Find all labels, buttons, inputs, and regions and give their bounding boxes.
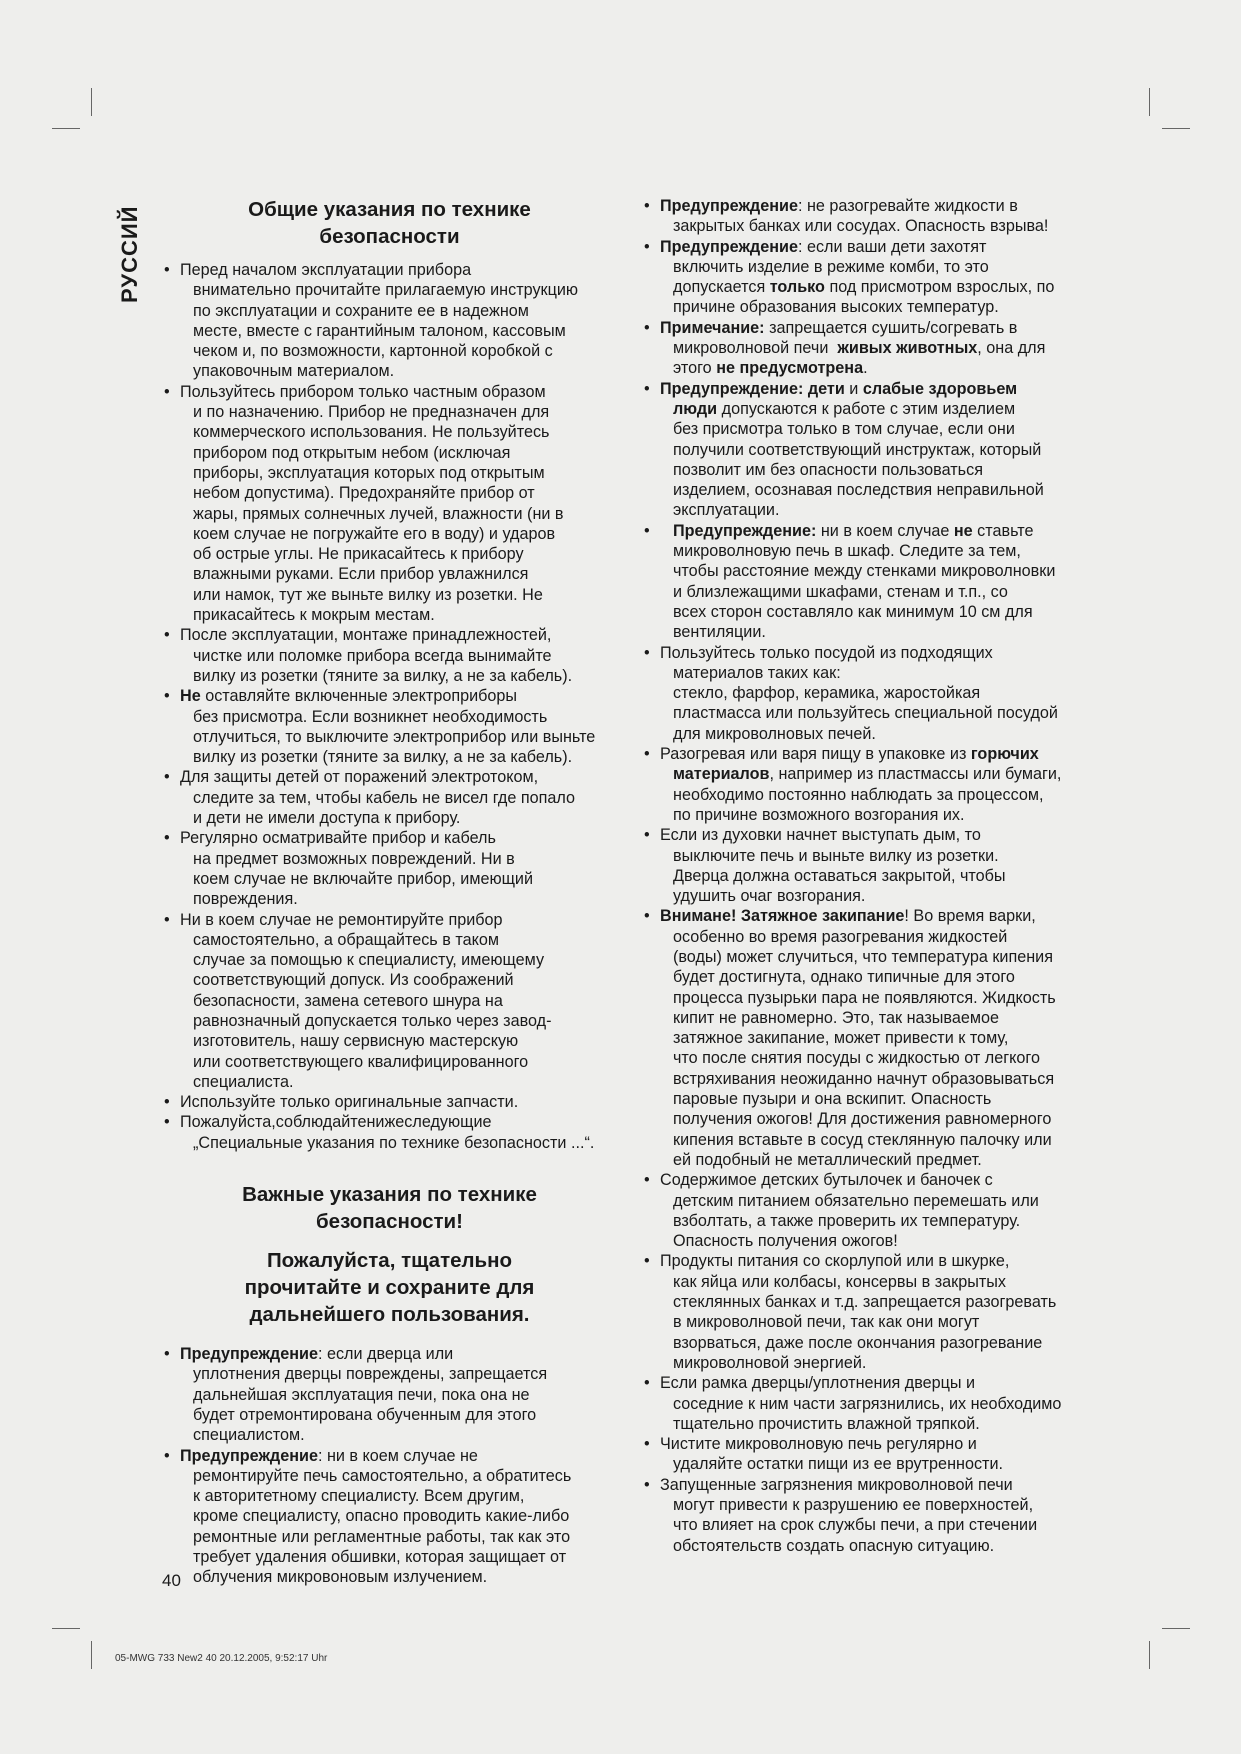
crop-mark (91, 88, 92, 116)
list-item: • Пожалуйста,соблюдайтенижеследующие „Специальные указания по технике безопасности ...“. (162, 1112, 617, 1153)
microwave-safety-list (642, 196, 1094, 1556)
crop-mark (91, 1641, 92, 1669)
crop-mark (1162, 128, 1190, 129)
list-item: • Предупреждение: не разогревайте жидкости в закрытых банках или сосудах. Опасность взрыва! (642, 196, 1094, 237)
list-item: • Регулярно осматривайте прибор и кабель на предмет возможных повреждений. Ни в коем случае не включайте прибор, имеющий повреждения. (162, 828, 617, 909)
list-item: • Пользуйтесь прибором только частным образом и по назначению. Прибор не предназначен для коммерческого использования. Не пользуйтесь прибором под открытым небом (исключая приборы, эксплуатация которых под открытым небом допустима). Предохраняйте прибор от жары, прямых солнечных лучей, влажности (ни в коем случае не погружайте его в воду) и ударов об острые углы. Не прикасайтесь к прибору влажными руками. Если прибор увлажнился или намок, тут же выньте вилку из розетки. Не прикасайтесь к мокрым местам. (162, 382, 617, 626)
list-item: • Запущенные загрязнения микроволновой печи могут привести к разрушению ее поверхностей, что влияет на срок службы печи, а при стечении обстоятельств создать опасную ситуацию. (642, 1475, 1094, 1556)
crop-mark (1149, 1641, 1150, 1669)
crop-mark (52, 128, 80, 129)
right-column (642, 196, 1094, 1556)
list-item: • Предупреждение: дети и слабые здоровьем люди допускаются к работе с этим изделием без присмотра только в том случае, если они получили соответствующий инструктаж, который позволит им без опасности пользоваться изделием, осознавая последствия неправильной эксплуатации. (642, 379, 1094, 521)
print-footer: 05-MWG 733 New2 40 20.12.2005, 9:52:17 Uhr (115, 1653, 328, 1664)
list-item: • Пользуйтесь только посудой из подходящих материалов таких как: стекло, фарфор, керамика, жаростойкая пластмасса или пользуйтесь специальной посудой для микроволновых печей. (642, 643, 1094, 744)
list-item: • Чистите микроволновую печь регулярно и удаляйте остатки пищи из ее врутренности. (642, 1434, 1094, 1475)
list-item: • Содержимое детских бутылочек и баночек с детским питанием обязательно перемешать или взболтать, а также проверить их температуру. Опасность получения ожогов! (642, 1170, 1094, 1251)
crop-mark (1149, 88, 1150, 116)
list-item: • Для защиты детей от поражений электротоком, следите за тем, чтобы кабель не висел где попало и дети не имели доступа к прибору. (162, 767, 617, 828)
list-item: • Примечание: запрещается сушить/согревать в микроволновой печи живых животных, она для этого не предусмотрена. (642, 318, 1094, 379)
section-title-important: Важные указания по технике безопасности! (242, 1183, 537, 1234)
crop-mark (1162, 1628, 1190, 1629)
list-item: • Внимане! Затяжное закипание! Во время варки, особенно во время разогревания жидкостей (воды) может случиться, что температура кипения будет достигнута, однако типичные для этого процесса пузырьки пара не появляются. Жидкость кипит не равномерно. Это, так называемое затяжное закипание, может привести к тому, что после снятия посуды с жидкостью от легкого встряхивания неожиданно начнут образовываться паровые пузыри и она вскипит. Опасность получения ожогов! Для достижения равномерного кипения вставьте в сосуд стеклянную палочку или ей подобный не металлический предмет. (642, 906, 1094, 1170)
list-item: • Предупреждение: ни в коем случае не ремонтируйте печь самостоятельно, а обратитесь к авторитетному специалисту. Всем другим, кроме специалисту, опасно проводить какие-либо ремонтные или регламентные работы, так как это требует удаления обшивки, которая защищает от облучения микровоновым излучением. (162, 1446, 617, 1588)
general-safety-list (162, 260, 617, 1153)
list-item: • После эксплуатации, монтаже принадлежностей, чистке или поломке прибора всегда вынимайте вилку из розетки (тяните за вилку, а не за кабель). (162, 625, 617, 686)
list-item: • Используйте только оригинальные запчасти. (162, 1092, 617, 1112)
list-item: • Если рамка дверцы/уплотнения дверцы и соседние к ним части загрязнились, их необходимо тщательно прочистить влажной тряпкой. (642, 1373, 1094, 1434)
list-item: • Не оставляйте включенные электроприборы без присмотра. Если возникнет необходимость отлучиться, то выключите электроприбор или выньте вилку из розетки (тяните за вилку, а не за кабель). (162, 686, 617, 767)
list-item: • Разогревая или варя пищу в упаковке из горючих материалов, например из пластмассы или бумаги, необходимо постоянно наблюдать за процессом, по причине возможного возгорания их. (642, 744, 1094, 825)
list-item: • Продукты питания со скорлупой или в шкурке, как яйца или колбасы, консервы в закрытых стеклянных банках и т.д. запрещается разогревать в микроволновой печи, так как они могут взорваться, даже после окончания разогревание микроволновой энергией. (642, 1251, 1094, 1373)
crop-mark (52, 1628, 80, 1629)
left-column (162, 196, 617, 1588)
important-safety-list (162, 1344, 617, 1588)
list-item: • Перед началом эксплуатации прибора внимательно прочитайте прилагаемую инструкцию по эксплуатации и сохраните ее в надежном месте, вместе с гарантийным талоном, кассовым чеком и, по возможности, картонной коробкой с упаковочным материалом. (162, 260, 617, 382)
page-number: 40 (162, 1571, 181, 1590)
list-item: • Предупреждение: если ваши дети захотят включить изделие в режиме комби, то это допускается только под присмотром взрослых, по причине образования высоких температур. (642, 237, 1094, 318)
list-item: • Предупреждение: ни в коем случае не ставьте микроволновую печь в шкаф. Следите за тем, чтобы расстояние между стенками микроволновки и близлежащими шкафами, стенам и т.п., со всех сторон составляло как минимум 10 см для вентиляции. (642, 521, 1094, 643)
section-subtitle-read: Пожалуйста, тщательно прочитайте и сохраните для дальнейшего пользования. (244, 1249, 535, 1327)
section-title-general: Общие указания по технике безопасности (248, 198, 531, 248)
language-label: РУССИЙ (117, 205, 142, 303)
list-item: • Предупреждение: если дверца или уплотнения дверцы повреждены, запрещается дальнейшая эксплуатация печи, пока она не будет отремонтирована обученным для этого специалистом. (162, 1344, 617, 1445)
list-item: • Ни в коем случае не ремонтируйте прибор самостоятельно, а обращайтесь в таком случае за помощью к специалисту, имеющему соответствующий допуск. Из соображений безопасности, замена сетевого шнура на равнозначный допускается только через завод- изготовитель, нашу сервисную мастерскую или соответствующего квалифицированного специалиста. (162, 910, 617, 1093)
list-item: • Если из духовки начнет выступать дым, то выключите печь и выньте вилку из розетки. Дверца должна оставаться закрытой, чтобы удушить очаг возгорания. (642, 825, 1094, 906)
